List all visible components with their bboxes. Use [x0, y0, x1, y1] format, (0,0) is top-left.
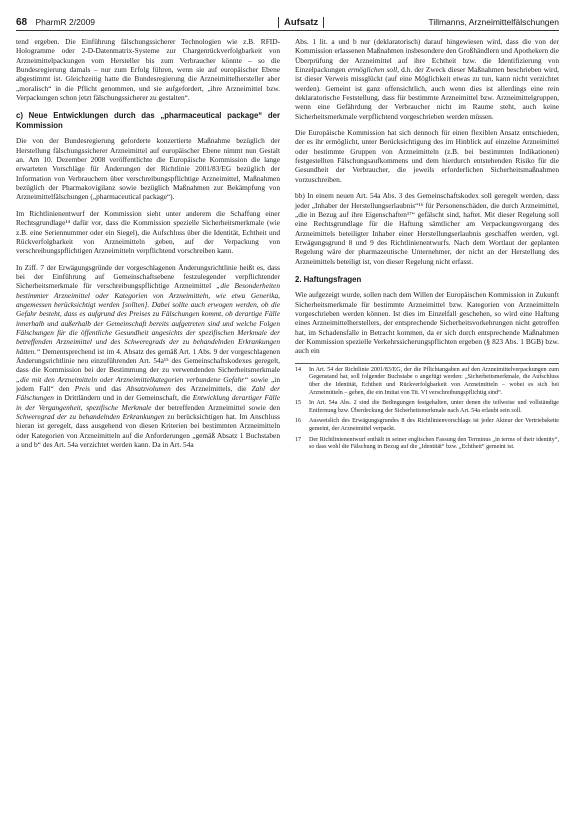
left-column — [16, 37, 280, 456]
paragraph: tend ergeben. Die Einführung fälschungssicherer Technologien wie z.B. RFID-Hologramme oder 2-D-Datenmatrix-Systeme zur Chargenrückverfolgbarkeit von Arzneimittelpackungen vom Hersteller bis zum Verbraucher könnte – so die Bundesregierung damals – nur zum Erfolg führen, wenn sie auf europäischer Ebene abgestimmt ist. Gleichzeitig hatte die Bundesregierung die Arzneimittelhersteller aber „moralisch“ in die Pflicht genommen, und sie aufgefordert, „ihre Arzneimittel bzw. Verpackungen schon jetzt fälschungssicherer zu gestalten“. — [16, 37, 280, 103]
header-left — [16, 17, 95, 28]
text-run: , d.h. der Zweck dieser Maßnahmen beschrieben wird, ist dieser Verweis missglückt (auf eine Möglichkeit etwas zu tun, kann nicht verzichtet werden). Gemeint ist ganz offensichtlich, auch wenn dies ist allerdings eine rein deklaratorische Feststellung, dass für bestimmte Arzneimittel bzw. Arzneimittelgruppen, wenn eine Gefährdung der Verbraucher nicht im Raume steht, auch keine Sicherheitsmerkmale verpflichtend vorgeschrieben werden müssen. — [295, 65, 560, 121]
text-run: der betreffenden Arzneimittel sowie den — [151, 402, 280, 412]
journal-name: PharmR 2/2009 — [35, 17, 96, 27]
section-heading: c) Neue Entwicklungen durch das „pharmaceutical package“ der Kommission — [16, 111, 280, 130]
text-run: in Drittländern und in der Gemeinschaft, die — [53, 393, 193, 403]
right-column — [295, 37, 559, 455]
quote-run: „die mit den Arzneimitteln oder Arzneimittelkategorien verbundene Gefahr“ — [16, 374, 249, 384]
paragraph: Die Europäische Kommission hat sich dennoch für einen flexiblen Ansatz entschieden, der es ihr ermöglicht, unter Berücksichtigung des im Hinblick auf einzelne Arzneimittel oder bestimmte Gruppen von Arzneimitteln (z.B. bei bestimmten Indikationen) festgestellten Fälschungsaufkommens und dem hierdurch entstehenden Risiko für die Gesundheit der Verbraucher, die jeweils erforderlichen Sicherheitsmaßnahmen vorzuschreiben. — [295, 128, 559, 184]
footnote-text: Ausweislich des Erwägungsgrundes 8 des Richtlinienvorschlags ist jeder Akteur der Vertriebskette gemeint, der Arzneimittel verpackt. — [309, 418, 559, 432]
footnote-text: In Art. 54a Abs. 2 sind die Bedingungen festgehalten, unter denen die teilweise und vollständige Entfernung bzw. Überdeckung der Sicherheitsmerkmale nach Art. 54a erlaubt sein soll. — [309, 400, 559, 414]
footnote-number: 17 — [295, 436, 302, 443]
emphasis-run: Entwicklung derartiger Fälle in der Vergangenheit, spezifische Merkmale — [16, 393, 281, 412]
section-heading: 2. Haftungsfragen — [295, 274, 362, 284]
emphasis-run: Absatzvolumen — [126, 384, 171, 393]
footnote — [295, 437, 559, 452]
footnotes — [295, 363, 559, 452]
emphasis-run: Preis — [74, 384, 90, 393]
section-label: Aufsatz — [278, 17, 324, 28]
paragraph: Die von der Bundesregierung geforderte konzertierte Maßnahme bezüglich der Herstellung fälschungssicherer Arzneimittel auf europäischer Ebene nimmt nun Gestalt an. Am 10. Dezember 2008 veröffentlichte die Europäische Kommission die lange erwarteten Vorschläge für Änderungen der Richtlinie 2001/83/EG bezüglich der Information von Verbrauchern über verschreibungspflichtige Arzneimittel, Maßnahmen bezüglich der Pharmakovigilanz sowie bezüglich Maßnahmen zur Bekämpfung von Arzneimittelfälschungen („pharmaceutical package“). — [16, 136, 280, 202]
text-columns — [16, 37, 559, 817]
page-number: 68 — [16, 17, 28, 28]
paragraph: Im Richtlinienentwurf der Kommission sieht unter anderem die Schaffung einer Rechtsgrundlage¹⁴ dafür vor, dass die Kommission spezielle Sicherheitsmerkmale (wie z.B. eine Seriennummer oder ein Siegel), die Aufschluss über die Identität, Echtheit und Rückverfolgbarkeit von Arzneimitteln geben, auf der Verpackung von verschreibungspflichtigen Arzneimitteln verpflichtend vorschreiben kann. — [16, 208, 280, 256]
footnote — [295, 400, 559, 415]
paragraph — [295, 37, 559, 121]
page-header — [16, 16, 559, 31]
running-title: Tillmanns, Arzneimittelfälschungen — [428, 17, 559, 27]
emphasis-run: ermöglichen soll — [347, 65, 398, 75]
emphasis-run: Zahl der Fälschungen — [16, 384, 280, 403]
footnote-number: 14 — [295, 366, 302, 373]
text-run: sowie „in jedem Fall“ den — [16, 374, 281, 393]
footnote-text: Der Richtlinienentwurf enthält in seiner englischen Fassung den Terminus „in terms of their identity“, so dass wohl die Fälschung in Bezug auf die „Identität“ bzw. „Echtheit“ gemeint ist. — [309, 436, 559, 451]
text-run: Dementsprechend ist im 4. Absatz des gemäß Art. 1 Abs. 9 der vorgeschlagenen Änderungsrichtlinie neu einzuführenden Art. 54a¹⁵ des Gemeinschaftskodexes geregelt, dass die Kommission bei der Bestimmung der zu verwendenden Sicherheitsmerkmale — [16, 346, 280, 375]
paragraph: Wie aufgezeigt wurde, sollen nach dem Willen der Europäischen Kommission in Zukunft Sicherheitsmerkmale für bestimmte Arzneimittel bzw. Kategorien von Arzneimitteln vorgeschrieben werden können. Ist dies im Einzelfall geschehen, so wird eine Haftung eines Arzneimittelherstellers, der entsprechende Sicherheitsvorkehrungen nicht getroffen hat, im Schadensfalle in Betracht kommen, da er sich durch entsprechende Maßnahmen der Kommission spezielle Verkehrssicherungspflichten ergeben (§ 823 Abs. 1 BGB) bzw. auch ein — [295, 290, 559, 356]
text-run: und das — [89, 384, 127, 393]
footnote-number: 16 — [295, 418, 302, 425]
emphasis-run: Schweregrad der zu behandelnden Erkrankungen — [16, 412, 165, 422]
paragraph — [16, 263, 280, 450]
text-run: Abs. 1 lit. a und b nur (deklaratorisch) darauf hingewiesen wird, dass die von der Kommission erlassenen Maßnahmen insbesondere den Großhändlern und Apothekern die Überprüfung der Arzneimittel auf ihre Echtheit bzw. die Identifizierung von Einzelpackungen — [295, 37, 559, 75]
footnote — [295, 418, 559, 433]
footnote — [295, 367, 559, 397]
footnote-number: 15 — [295, 400, 302, 407]
quote-run: „die Besonderheiten bestimmter Arzneimittel oder Kategorien von Arzneimitteln, wie etwa Generika, angemessen berücksichtigt werden [sollten]. Dabei sollte auch erwogen werden, ob die Gefahr besteht, dass es aufgrund des Preises zu Fälschungen kommt, ob derartige Fälle innerhalb und außerhalb der Gemeinschaft bereits aufgetreten sind und welche Folgen Fälschungen für die öffentliche Gesundheit angesichts der spezifischen Merkmale der betreffenden Arzneimittel und des Schweregrads der zu behandelnden Erkrankungen hätten.“ — [16, 281, 280, 356]
paragraph: bb) In einem neuen Art. 54a Abs. 3 des Gemeinschaftskodex soll geregelt werden, dass jeder „Inhaber der Herstellungserlaubnis“¹⁶ für Personenschäden, die durch Arzneimittel, „die in Bezug auf ihre Eigenschaften¹⁷“ gefälscht sind, haftet. Mit dieser Regelung soll eine Rechtsgrundlage für die Haftung sämtlicher am Verpackungsvorgang des Arzneimittels beteiligter Inhaber einer Herstellungserlaubnis geschaffen werden, vgl. Erwägungsgrund 8 und 9 des Richtlinienentwurfs. Nach dem Wortlaut der geplanten Regelung wäre der pharmazeutische Unternehmer, der nicht an der Herstellung des Arzneimittels beteiligt ist, von dieser Regelung nicht erfasst. — [295, 191, 559, 266]
text-run: In Ziff. 7 der Erwägungsgründe der vorgeschlagenen Änderungsrichtlinie heißt es, dass bei der Einführung auf Gemeinschaftsebene festzulegender verpflichtender Sicherheitsmerkmale für verschreibungspflichtige Arzneimittel — [16, 262, 280, 291]
text-run: des Arzneimittels, die — [170, 384, 252, 393]
text-run: zu berücksichtigen hat. Im Anschluss hieran ist geregelt, dass ausgehend von diesen Kriterien bei bestimmten Arzneimitteln oder Kategorien von Arzneimitteln auf die Anforderungen „gemäß Absatz 1 Buchstaben a und b“ des Art. 54a verzichtet werden kann. Da in Art. 54a — [16, 412, 280, 450]
footnote-text: In Art. 54 der Richtlinie 2001/83/EG, der die Pflichtangaben auf den Arzneimittelverpackungen zum Gegenstand hat, soll folgender Buchstabe o angefügt werden: „Sicherheitsmerkmale, die Aufschluss über die Identität, Echtheit und Rückverfolgbarkeit von Arzneimitteln – wobei es sich bei Arzneimitteln – geben, die ein Imitat von Tit. VI verschreibungspflichtig sind“. — [309, 366, 559, 396]
